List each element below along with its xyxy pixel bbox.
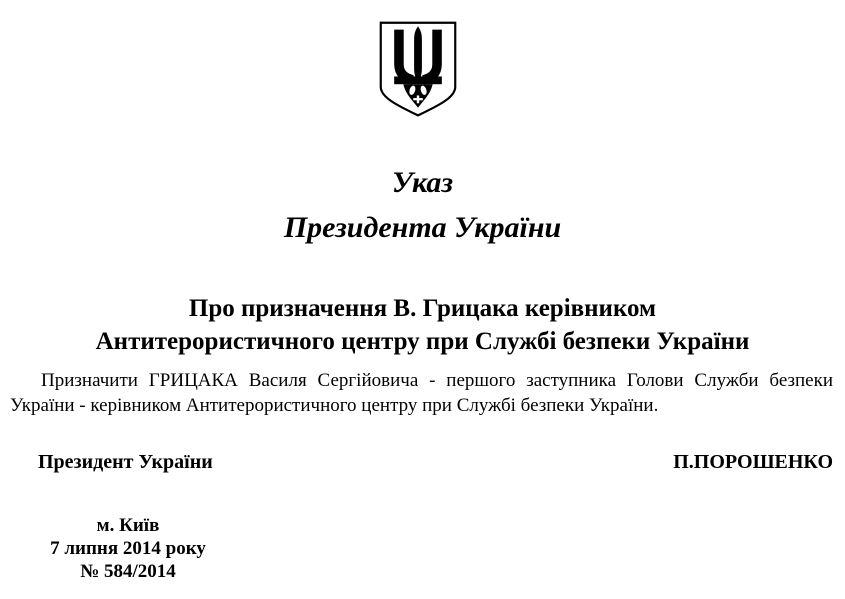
ukraine-trident-icon — [379, 21, 457, 118]
footer-block — [40, 514, 216, 583]
signature-row — [38, 450, 833, 474]
doc-type-line2: Президента України — [283, 211, 562, 244]
footer-date: 7 липня 2014 року — [50, 538, 206, 559]
footer-number: № 584/2014 — [80, 561, 176, 582]
doc-type-line1: Указ — [391, 166, 454, 199]
signature-name: П.ПОРОШЕНКО — [673, 451, 833, 473]
footer-place: м. Київ — [96, 515, 160, 536]
signature-role: Президент України — [38, 451, 213, 473]
decree-body-paragraph: Призначити ГРИЦАКА Василя Сергійовича - першого заступника Голови Служби безпеки України - керівником Антитерористичного центру при Службі безпеки України. — [10, 370, 833, 416]
decree-title-line2: Антитерористичного центру при Службі безпеки України — [95, 328, 750, 355]
coat-of-arms-icon — [379, 21, 457, 118]
decree-title-line1: Про призначення В. Грицака керівником — [188, 295, 657, 322]
decree-title — [0, 292, 845, 358]
